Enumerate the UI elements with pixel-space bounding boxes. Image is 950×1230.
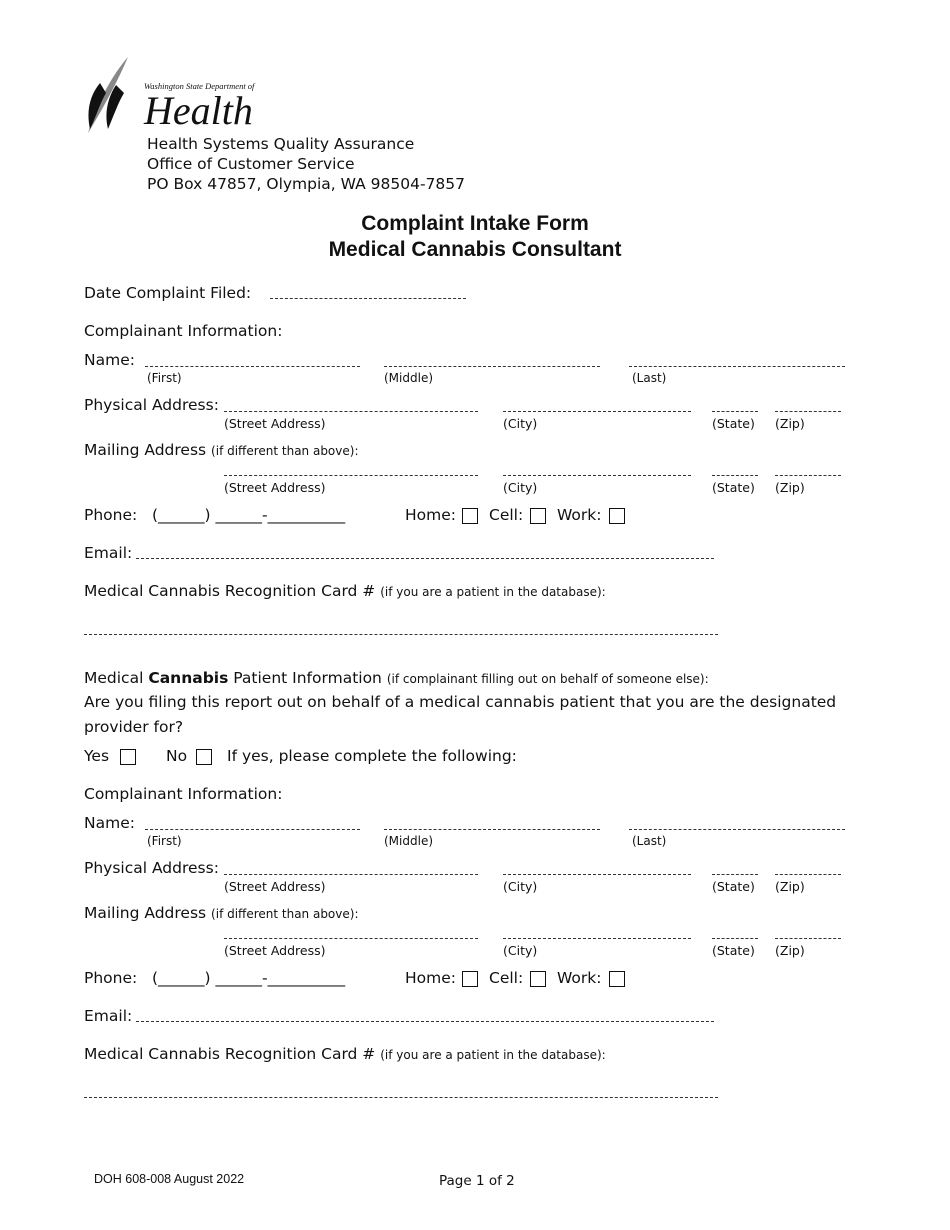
email-label-2: Email: [84, 1007, 133, 1025]
first-sub-2: (First) [147, 834, 182, 848]
state-sub: (State) [712, 416, 755, 431]
home-label-2: Home: [405, 969, 456, 987]
first-name-field-2[interactable] [145, 829, 360, 830]
email-field-2[interactable] [136, 1021, 714, 1022]
physical-street-field[interactable] [224, 411, 478, 412]
cell-label-2: Cell: [489, 969, 524, 987]
form-title: Complaint Intake Form [361, 212, 589, 235]
if-yes-text: If yes, please complete the following: [227, 747, 517, 765]
page-number: Page 1 of 2 [439, 1173, 515, 1189]
patient-heading-bold: Cannabis [148, 669, 229, 687]
cell-checkbox[interactable] [530, 508, 546, 524]
cell-label: Cell: [489, 506, 524, 524]
mailing-label-text: Mailing Address [84, 441, 207, 459]
mailing-note: (if different than above): [211, 444, 359, 458]
card-note-2: (if you are a patient in the database): [380, 1048, 606, 1062]
first-sub: (First) [147, 371, 182, 385]
work-label: Work: [557, 506, 602, 524]
mailing-state-field-2[interactable] [712, 938, 758, 939]
middle-name-field-2[interactable] [384, 829, 600, 830]
zip-sub: (Zip) [775, 480, 805, 495]
work-checkbox-2[interactable] [609, 971, 625, 987]
name-label-2: Name: [84, 814, 135, 832]
card-label-2 [84, 1045, 606, 1063]
phone-label-2: Phone: [84, 969, 138, 987]
mailing-city-field-2[interactable] [503, 938, 691, 939]
mailing-zip-field-2[interactable] [775, 938, 841, 939]
home-label: Home: [405, 506, 456, 524]
street-sub-2: (Street Address) [224, 879, 326, 894]
last-name-field-2[interactable] [629, 829, 845, 830]
first-name-field[interactable] [145, 366, 360, 367]
yes-label: Yes [84, 747, 110, 765]
office-line-1: Health Systems Quality Assurance [147, 135, 415, 153]
state-sub-2: (State) [712, 879, 755, 894]
cell-checkbox-2[interactable] [530, 971, 546, 987]
email-label: Email: [84, 544, 133, 562]
card-number-field[interactable] [84, 634, 718, 635]
name-label: Name: [84, 351, 135, 369]
mailing-address-label [84, 441, 359, 459]
city-sub-2: (City) [503, 879, 538, 894]
date-filed-field[interactable] [270, 298, 466, 299]
street-sub: (Street Address) [224, 416, 326, 431]
city-sub: (City) [503, 416, 538, 431]
patient-heading-post: Patient Information [233, 669, 382, 687]
mailing-street-field-2[interactable] [224, 938, 478, 939]
card-label-text-2: Medical Cannabis Recognition Card # [84, 1045, 376, 1063]
doh-logo [82, 55, 272, 135]
physical-city-field[interactable] [503, 411, 691, 412]
mailing-street-field[interactable] [224, 475, 478, 476]
mailing-label-text-2: Mailing Address [84, 904, 207, 922]
street-sub: (Street Address) [224, 480, 326, 495]
question-line-1: Are you filing this report out on behalf of a medical cannabis patient that you are the designated [84, 693, 837, 711]
phone-label: Phone: [84, 506, 138, 524]
last-name-field[interactable] [629, 366, 845, 367]
patient-heading-note: (if complainant filling out on behalf of someone else): [386, 672, 709, 686]
complainant-heading: Complainant Information: [84, 322, 283, 340]
last-sub: (Last) [632, 371, 667, 385]
form-id: DOH 608-008 August 2022 [94, 1172, 245, 1186]
physical-zip-field[interactable] [775, 411, 841, 412]
no-checkbox[interactable] [196, 749, 212, 765]
office-line-2: Office of Customer Service [147, 155, 355, 173]
physical-state-field-2[interactable] [712, 874, 758, 875]
street-sub-2b: (Street Address) [224, 943, 326, 958]
physical-city-field-2[interactable] [503, 874, 691, 875]
no-label: No [166, 747, 188, 765]
zip-sub-2b: (Zip) [775, 943, 805, 958]
middle-sub: (Middle) [384, 371, 434, 385]
last-sub-2: (Last) [632, 834, 667, 848]
card-number-field-2[interactable] [84, 1097, 718, 1098]
card-label-text: Medical Cannabis Recognition Card # [84, 582, 376, 600]
mailing-note-2: (if different than above): [211, 907, 359, 921]
phone-field-2[interactable]: (______) ______-__________ [152, 969, 346, 987]
form-subtitle: Medical Cannabis Consultant [328, 238, 622, 261]
yes-checkbox[interactable] [120, 749, 136, 765]
physical-street-field-2[interactable] [224, 874, 478, 875]
state-sub-2b: (State) [712, 943, 755, 958]
patient-heading-pre: Medical [84, 669, 144, 687]
city-sub-2b: (City) [503, 943, 538, 958]
feather-logo-icon [82, 55, 142, 135]
state-sub: (State) [712, 480, 755, 495]
complainant-heading-2: Complainant Information: [84, 785, 283, 803]
card-note: (if you are a patient in the database): [380, 585, 606, 599]
mailing-city-field[interactable] [503, 475, 691, 476]
home-checkbox[interactable] [462, 508, 478, 524]
middle-sub-2: (Middle) [384, 834, 434, 848]
email-field[interactable] [136, 558, 714, 559]
date-filed-label: Date Complaint Filed: [84, 284, 252, 302]
physical-zip-field-2[interactable] [775, 874, 841, 875]
question-line-2: provider for? [84, 718, 184, 736]
middle-name-field[interactable] [384, 366, 600, 367]
zip-sub: (Zip) [775, 416, 805, 431]
physical-state-field[interactable] [712, 411, 758, 412]
physical-address-label: Physical Address: [84, 396, 219, 414]
mailing-state-field[interactable] [712, 475, 758, 476]
home-checkbox-2[interactable] [462, 971, 478, 987]
zip-sub-2: (Zip) [775, 879, 805, 894]
logo-small-text: Washington State Department of [144, 81, 255, 91]
city-sub: (City) [503, 480, 538, 495]
phone-field[interactable]: (______) ______-__________ [152, 506, 346, 524]
work-checkbox[interactable] [609, 508, 625, 524]
office-line-3: PO Box 47857, Olympia, WA 98504-7857 [147, 175, 466, 193]
physical-address-label-2: Physical Address: [84, 859, 219, 877]
mailing-zip-field[interactable] [775, 475, 841, 476]
mailing-address-label-2 [84, 904, 359, 922]
card-label [84, 582, 606, 600]
work-label-2: Work: [557, 969, 602, 987]
patient-heading [84, 669, 709, 687]
logo-health-text: Health [144, 88, 253, 133]
